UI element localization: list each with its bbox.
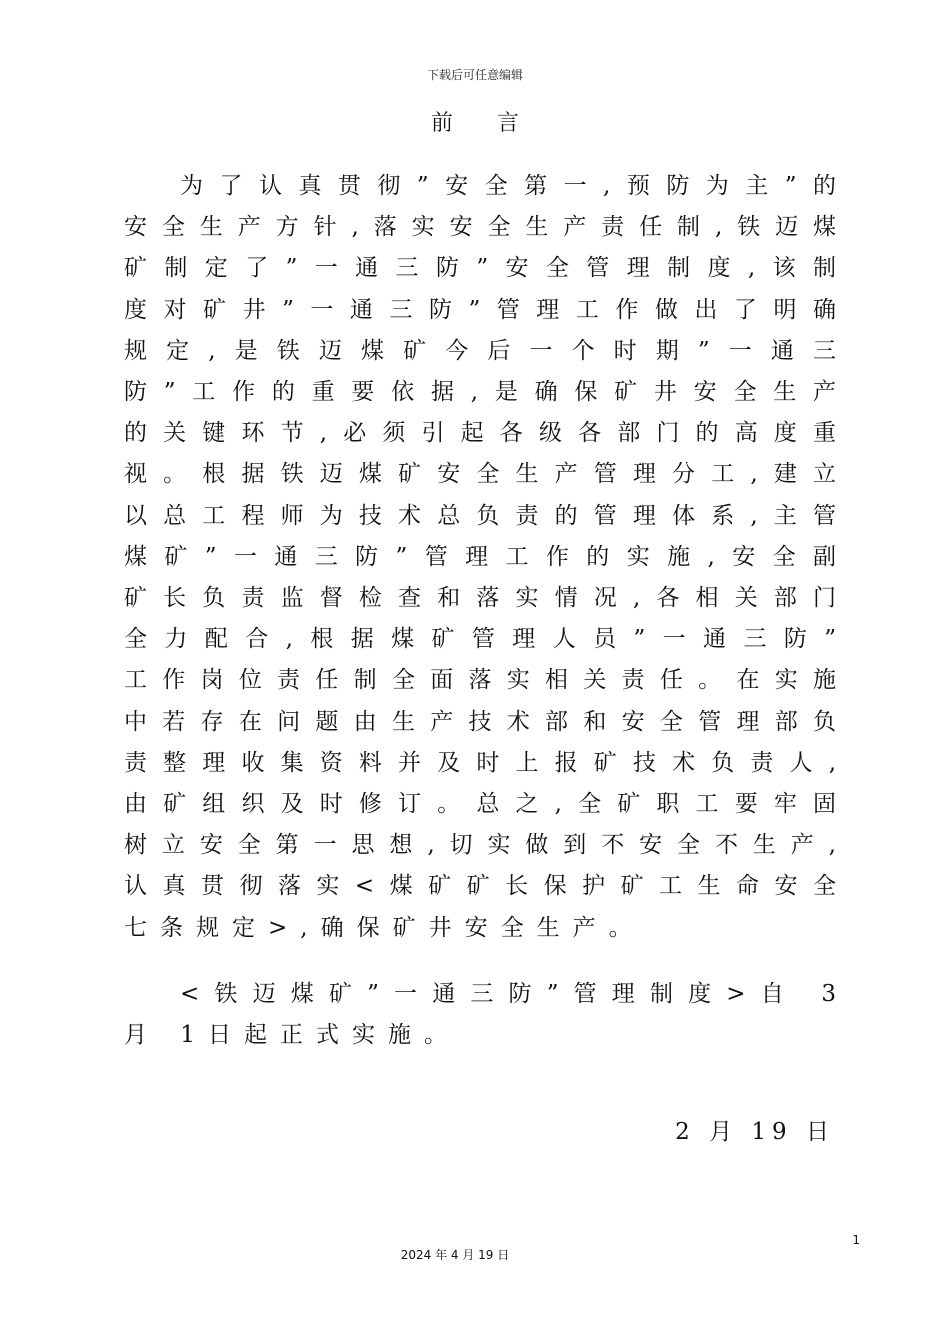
paragraph-line: 防”工作的重要依据,是确保矿井安全生产 [124, 379, 836, 406]
paragraph-line: 全力配合,根据煤矿管理人员”一通三防” [124, 626, 836, 653]
paragraph-line: 中若存在问题由生产技术部和安全管理部负 [124, 708, 836, 735]
paragraph-line: <铁迈煤矿”一通三防”管理制度>自 3 [180, 981, 836, 1007]
paragraph-line: 煤矿”一通三防”管理工作的实施,安全副 [124, 543, 836, 570]
footer-date: 2024 年 4 月 19 日 [400, 1248, 510, 1262]
paragraph-line: 矿长负责监督检查和落实情况,各相关部门 [124, 585, 836, 612]
paragraph-line: 责整理收集资料并及时上报矿技术负责人, [124, 749, 836, 776]
paragraph-line: 认真贯彻落实<煤矿矿长保护矿工生命安全 [124, 873, 836, 900]
preface-paragraph [124, 166, 836, 949]
paragraph-line: 七条规定>,确保矿井安全生产。 [124, 914, 645, 941]
paragraph-line: 为了认真贯彻”安全第一,预防为主”的 [180, 173, 836, 199]
paragraph-line: 以总工程师为技术总负责的管理体系,主管 [124, 502, 836, 529]
paragraph-line: 工作岗位责任制全面落实相关责任。在实施 [124, 667, 836, 694]
paragraph-line: 树立安全第一思想,切实做到不安全不生产, [124, 832, 836, 859]
signature-date: 2 月 19 日 [675, 1119, 835, 1145]
paragraph-line: 月 1日起正式实施。 [124, 1022, 460, 1049]
page-number: 1 [852, 1233, 860, 1247]
paragraph-line: 规定,是铁迈煤矿今后一个时期”一通三 [124, 337, 836, 364]
header-note: 下载后可任意编辑 [426, 68, 523, 82]
paragraph-line: 由矿组织及时修订。总之,全矿职工要牢固 [124, 791, 836, 818]
paragraph-line: 安全生产方针,落实安全生产责任制,铁迈煤 [124, 214, 836, 241]
effective-date-paragraph [124, 974, 836, 1056]
paragraph-line: 矿制定了”一通三防”安全管理制度,该制 [124, 255, 836, 282]
paragraph-line: 的关键环节,必须引起各级各部门的高度重 [124, 420, 836, 447]
paragraph-line: 视。根据铁迈煤矿安全生产管理分工,建立 [124, 461, 836, 488]
paragraph-line: 度对矿井”一通三防”管理工作做出了明确 [124, 296, 836, 323]
document-title: 前言 [430, 111, 563, 136]
